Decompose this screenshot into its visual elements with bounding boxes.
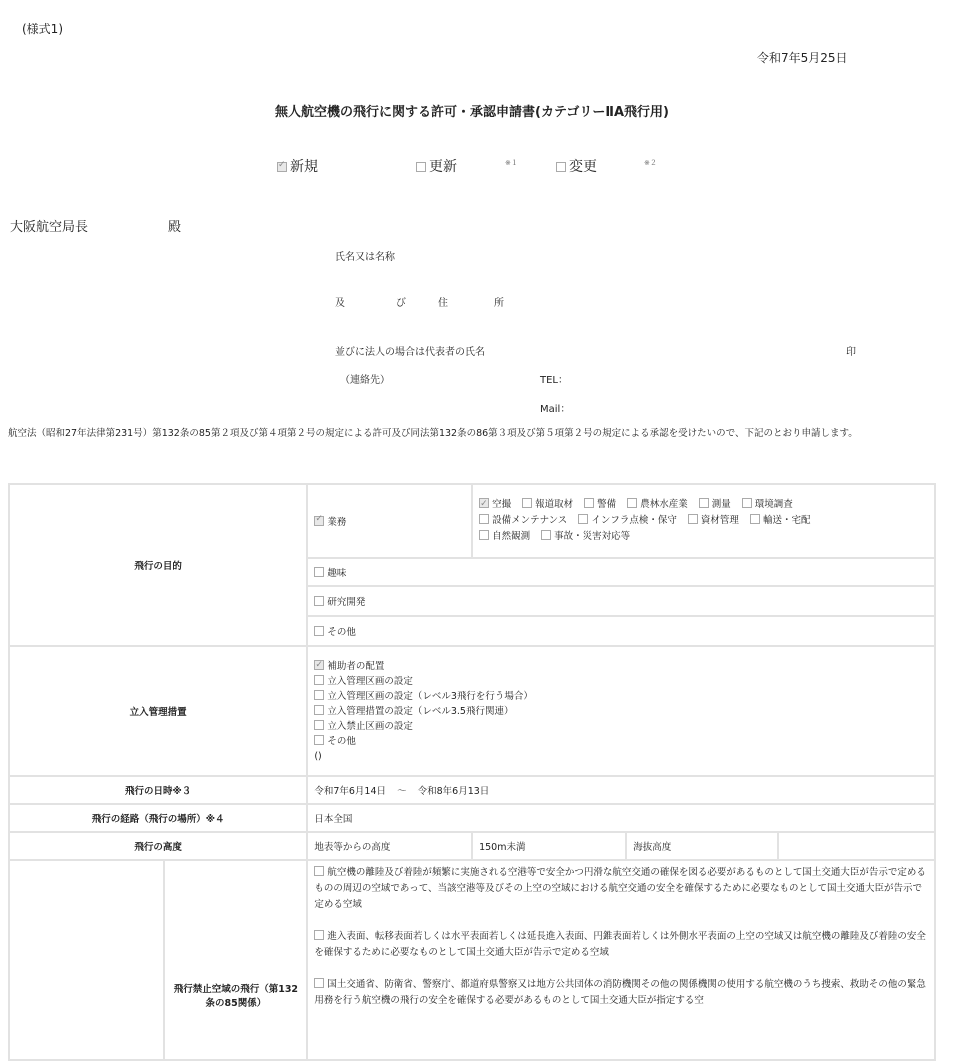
business-item-maintenance[interactable] <box>479 513 567 529</box>
kind-change-label: 変更 <box>569 159 597 175</box>
business-item-press-label: 報道取材 <box>535 499 574 510</box>
entry-item-zone-level3-label: 立入管理区画の設定（レベル3飛行を行う場合） <box>327 690 533 702</box>
purpose-business[interactable] <box>307 484 472 558</box>
business-item-materials-checkbox[interactable] <box>688 514 698 524</box>
purpose-business-label: 業務 <box>327 517 347 528</box>
restricted-item-surfaces[interactable] <box>314 929 928 961</box>
purpose-hobby-checkbox[interactable] <box>314 567 324 577</box>
entry-item-other-checkbox[interactable] <box>314 735 324 745</box>
entry-item-zone-checkbox[interactable] <box>314 675 324 685</box>
business-item-delivery-checkbox[interactable] <box>750 514 760 524</box>
restricted-item-airport-checkbox[interactable] <box>314 866 324 876</box>
altitude-sea-value[interactable] <box>778 832 935 860</box>
business-item-disaster-label: 事故・災害対応等 <box>554 531 631 542</box>
business-item-nature-checkbox[interactable] <box>479 530 489 540</box>
tel-label: TEL： <box>540 375 568 386</box>
form-id: (様式1) <box>22 22 63 36</box>
business-item-environment[interactable] <box>742 497 793 513</box>
entry-items <box>307 646 935 776</box>
datetime-value[interactable] <box>307 776 935 804</box>
entry-other-text[interactable]: () <box>314 750 322 762</box>
purpose-label: 飛行の目的 <box>9 484 307 646</box>
business-item-press-checkbox[interactable] <box>522 498 532 508</box>
addressee-honorific: 殿 <box>168 220 182 235</box>
business-item-infrastructure-label: インフラ点検・保守 <box>591 515 677 526</box>
business-item-survey-checkbox[interactable] <box>699 498 709 508</box>
purpose-other-label: その他 <box>327 627 356 638</box>
kind-renew-note: ※１ <box>505 159 518 167</box>
kind-new-checkbox[interactable] <box>277 162 287 172</box>
entry-item-assistant-label: 補助者の配置 <box>327 660 385 672</box>
applicant-address-label-1: 及 <box>335 298 345 309</box>
business-item-press[interactable] <box>522 497 573 513</box>
business-item-infrastructure[interactable] <box>578 513 677 529</box>
entry-item-other-label: その他 <box>327 735 356 747</box>
business-item-nature[interactable] <box>479 529 530 545</box>
route-value[interactable]: 日本全国 <box>307 804 935 832</box>
purpose-hobby[interactable] <box>307 558 935 586</box>
datetime-start: 令和7年6月14日 <box>314 786 387 797</box>
purpose-research-checkbox[interactable] <box>314 596 324 606</box>
purpose-research-label: 研究開発 <box>327 597 366 608</box>
applicant-name-label: 氏名又は名称 <box>335 252 395 263</box>
kind-change-checkbox[interactable] <box>556 162 566 172</box>
applicant-address-label-4: 所 <box>494 298 504 309</box>
datetime-separator: 〜 <box>397 786 407 797</box>
applicant-address-label-3: 住 <box>438 298 448 309</box>
kind-change-note: ※２ <box>644 159 657 167</box>
applicant-rep-label: 並びに法人の場合は代表者の氏名 <box>335 347 485 358</box>
restricted-item-airport[interactable] <box>314 865 928 913</box>
business-item-agriculture-label: 農林水産業 <box>640 499 688 510</box>
altitude-ground-label: 地表等からの高度 <box>307 832 472 860</box>
purpose-research[interactable] <box>307 586 935 616</box>
business-item-agriculture-checkbox[interactable] <box>627 498 637 508</box>
application-table <box>8 483 936 1061</box>
entry-item-other[interactable] <box>314 734 928 749</box>
business-item-environment-checkbox[interactable] <box>742 498 752 508</box>
entry-item-zone-label: 立入管理区画の設定 <box>327 675 413 687</box>
restricted-item-surfaces-label: 進入表面、転移表面若しくは水平表面若しくは延長進入表面、円錐表面若しくは外側水平表面の上空の空域又は航空機の離陸及び着陸の安全を確保するために必要なものとして国土交通大臣が告示で定める空域 <box>314 931 926 958</box>
seal-mark: 印 <box>846 347 856 358</box>
entry-item-level35-checkbox[interactable] <box>314 705 324 715</box>
purpose-other-checkbox[interactable] <box>314 626 324 636</box>
purpose-business-items <box>472 484 935 558</box>
business-item-security[interactable] <box>584 497 616 513</box>
entry-label: 立入管理措置 <box>9 646 307 776</box>
datetime-end: 令和8年6月13日 <box>417 786 490 797</box>
purpose-hobby-label: 趣味 <box>327 568 347 579</box>
business-item-nature-label: 自然観測 <box>492 531 531 542</box>
route-label: 飛行の経路（飛行の場所）※４ <box>9 804 307 832</box>
entry-item-zone-level3[interactable] <box>314 689 928 704</box>
restricted-item-emergency-label: 国土交通省、防衛省、警察庁、都道府県警察又は地方公共団体の消防機関その他の関係機関の使用する航空機のうち捜索、救助その他の緊急用務を行う航空機の飛行の安全を確保する必要があるものとして国土交通大臣が指定する空 <box>314 979 926 1006</box>
datetime-label: 飛行の日時※３ <box>9 776 307 804</box>
business-item-disaster[interactable] <box>541 529 630 545</box>
kind-renew[interactable] <box>416 156 457 176</box>
contact-label: （連絡先） <box>340 375 390 386</box>
business-item-infrastructure-checkbox[interactable] <box>578 514 588 524</box>
business-item-maintenance-checkbox[interactable] <box>479 514 489 524</box>
restricted-item-surfaces-checkbox[interactable] <box>314 930 324 940</box>
kind-change[interactable] <box>556 156 597 176</box>
business-item-delivery[interactable] <box>750 513 811 529</box>
restricted-item-emergency-checkbox[interactable] <box>314 978 324 988</box>
kind-renew-checkbox[interactable] <box>416 162 426 172</box>
applicant-address-label-2: び <box>396 298 406 309</box>
entry-item-no-entry-label: 立入禁止区画の設定 <box>327 720 413 732</box>
restricted-item-emergency[interactable] <box>314 977 928 1009</box>
restricted-label: 飛行禁止空域の飛行（第132条の85関係） <box>164 860 307 1060</box>
entry-item-assistant-checkbox[interactable] <box>314 660 324 670</box>
entry-item-no-entry[interactable] <box>314 719 928 734</box>
business-item-aerial-label: 空撮 <box>492 499 512 510</box>
business-item-survey-label: 測量 <box>711 499 731 510</box>
purpose-business-checkbox[interactable] <box>314 516 324 526</box>
entry-item-level35-label: 立入管理措置の設定（レベル3.5飛行関連） <box>327 705 514 717</box>
business-item-environment-label: 環境調査 <box>754 499 793 510</box>
entry-item-no-entry-checkbox[interactable] <box>314 720 324 730</box>
entry-item-level35[interactable] <box>314 704 928 719</box>
application-statement: 航空法（昭和27年法律第231号）第132条の85第２項及び第４項第２号の規定による許可及び同法第132条の86第３項及び第５項第２号の規定による承認を受けたいので、下記のとおり申請します。 <box>8 428 858 439</box>
form-title: 無人航空機の飛行に関する許可・承認申請書(カテゴリーⅡA飛行用) <box>275 105 669 120</box>
mail-label: Mail： <box>540 404 571 415</box>
business-item-delivery-label: 輸送・宅配 <box>762 515 811 526</box>
kind-new[interactable] <box>277 156 318 176</box>
business-item-materials-label: 資材管理 <box>700 515 739 526</box>
entry-item-zone[interactable] <box>314 674 928 689</box>
entry-item-zone-level3-checkbox[interactable] <box>314 690 324 700</box>
altitude-sea-label: 海抜高度 <box>626 832 778 860</box>
business-item-maintenance-label: 設備メンテナンス <box>492 515 568 526</box>
entry-item-assistant[interactable] <box>314 659 928 674</box>
business-item-security-label: 警備 <box>597 499 617 510</box>
business-item-security-checkbox[interactable] <box>584 498 594 508</box>
kind-renew-label: 更新 <box>429 159 457 175</box>
business-item-materials[interactable] <box>688 513 739 529</box>
addressee-office: 大阪航空局長 <box>10 220 89 235</box>
altitude-ground-value[interactable]: 150m未満 <box>472 832 626 860</box>
purpose-other[interactable] <box>307 616 935 646</box>
application-date: 令和7年5月25日 <box>757 51 848 65</box>
business-item-agriculture[interactable] <box>627 497 688 513</box>
business-item-aerial-checkbox[interactable] <box>479 498 489 508</box>
kind-new-label: 新規 <box>290 159 318 175</box>
business-item-disaster-checkbox[interactable] <box>541 530 551 540</box>
business-item-aerial[interactable] <box>479 497 511 513</box>
restricted-group-cell <box>9 860 164 1060</box>
altitude-label: 飛行の高度 <box>9 832 307 860</box>
restricted-item-airport-label: 航空機の離陸及び着陸が頻繁に実施される空港等で安全かつ円滑な航空交通の確保を図る必要があるものとして国土交通大臣が告示で定めるものの周辺の空域であって、当該空港等及びその上空の空域における航空交通の安全を確保するために必要なものとして国土交通大臣が告示で定める空域 <box>314 867 926 910</box>
business-item-survey[interactable] <box>699 497 731 513</box>
restricted-items <box>307 860 935 1060</box>
